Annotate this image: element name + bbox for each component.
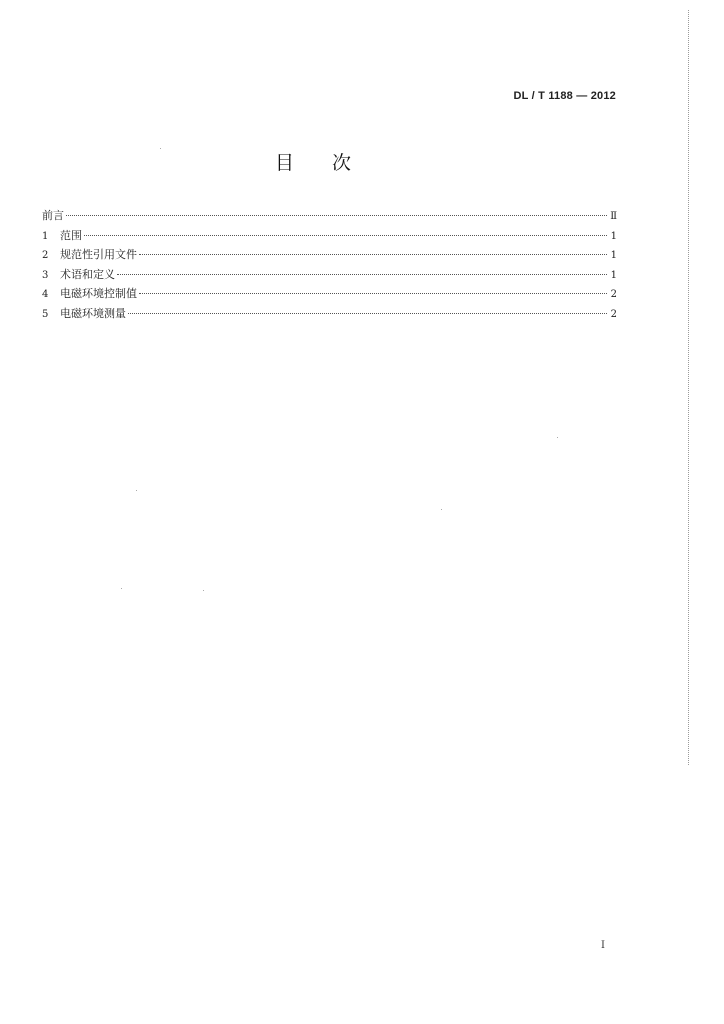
page-number: I [601, 940, 605, 951]
toc-leader-dots [117, 274, 607, 275]
toc-entry-em-measurement[interactable] [42, 304, 617, 324]
toc-entry-page: 2 [610, 289, 617, 300]
toc-entry-em-control-values[interactable] [42, 284, 617, 304]
toc-entry-page: 1 [610, 230, 617, 242]
table-of-contents [42, 206, 617, 323]
toc-entry-label: 范围 [60, 228, 82, 242]
scan-speck [136, 490, 137, 491]
toc-leader-dots [66, 215, 607, 216]
scan-speck [160, 148, 161, 149]
toc-entry-normative-references[interactable] [42, 245, 617, 265]
toc-leader-dots [84, 235, 607, 236]
toc-entry-terms-definitions[interactable] [42, 265, 617, 285]
toc-entry-label: 电磁环境测量 [60, 306, 126, 320]
toc-entry-label: 电磁环境控制值 [60, 287, 137, 300]
toc-entry-page: Ⅱ [610, 211, 617, 222]
toc-entry-label: 术语和定义 [60, 267, 115, 281]
toc-entry-number: 3 [42, 269, 49, 281]
toc-leader-dots [139, 254, 607, 255]
scan-speck [203, 590, 204, 591]
toc-entry-scope[interactable] [42, 226, 617, 246]
scan-speck [557, 437, 558, 438]
toc-leader-dots [128, 313, 607, 314]
toc-entry-label: 规范性引用文件 [60, 248, 137, 261]
toc-entry-number: 2 [42, 250, 49, 261]
toc-title: 目次 [274, 152, 389, 174]
toc-entry-label: 前言 [42, 209, 64, 222]
toc-entry-page: 1 [610, 250, 617, 261]
toc-entry-number: 4 [42, 289, 49, 300]
scan-speck [441, 509, 442, 510]
toc-entry-number: 5 [42, 308, 49, 320]
toc-leader-dots [139, 293, 607, 294]
toc-entry-number: 1 [42, 230, 49, 242]
toc-entry-page: 1 [610, 269, 617, 281]
scan-edge-dotted-line [688, 10, 689, 765]
scan-speck [121, 588, 122, 589]
toc-entry-foreword[interactable] [42, 206, 617, 226]
toc-entry-page: 2 [610, 308, 617, 320]
standard-code: DL / T 1188 — 2012 [513, 90, 616, 102]
